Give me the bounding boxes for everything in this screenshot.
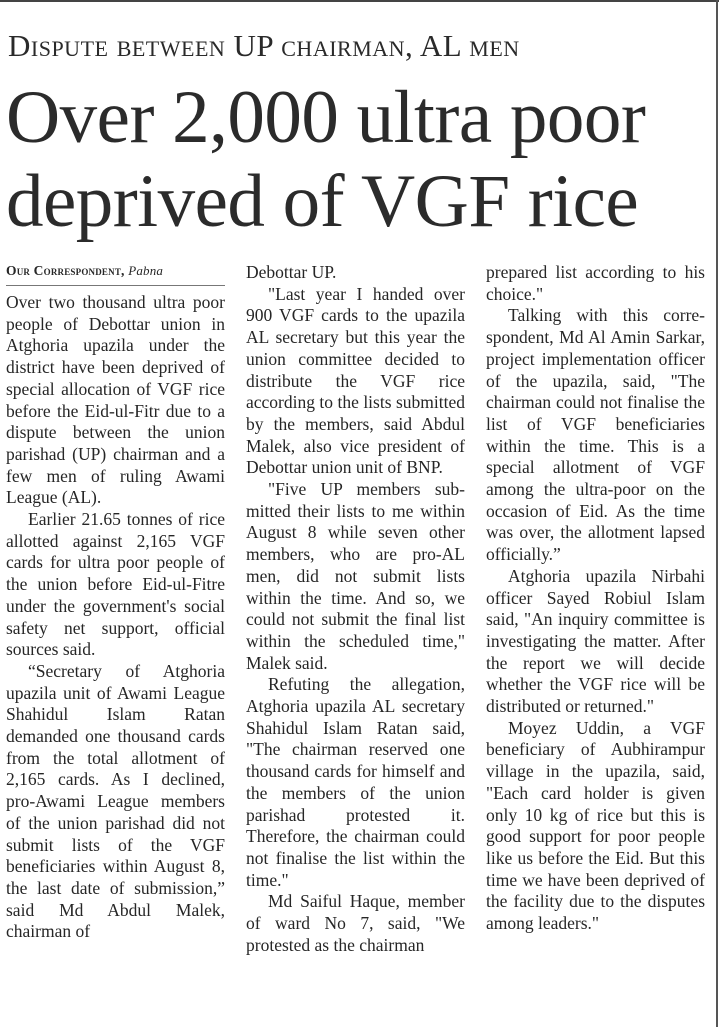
byline-author: Our Correspondent, [6,263,125,278]
main-headline: Over 2,000 ultra poor deprived of VGF rice [6,76,646,243]
article-column-2 [246,262,465,1027]
right-rule [716,0,718,1027]
paragraph: Md Saiful Haque, member of ward No 7, said, "We protested as the chairman [246,891,465,955]
article-column-3 [486,262,705,1027]
paragraph: "Last year I handed over 900 VGF cards to the upazila AL secretary but this year the union committee decided to distribute the VGF rice according to the lists submitted by the members, said Abdul Malek, also vice president of Debottar union unit of BNP. [246,283,465,478]
paragraph: Moyez Uddin, a VGF beneficiary of Aubhirampur village in the upazila, said, "Each card holder is given only 10 kg of rice but this is good support for poor people like us before the Eid. But this time we have been deprived of the facility due to the disputes among leaders." [486,717,705,934]
byline-location: Pabna [128,263,164,278]
paragraph: “Secretary of Atghoria upazila unit of Awami League Shahidul Islam Ratan demanded one thousand cards from the total allotment of 2,165 cards. As I declined, pro-Awami League members of the union parishad did not submit lists of the VGF beneficiaries within August 8, the last date of submission,” said Md Abdul Malek, chairman of [6,660,225,942]
paragraph: Talking with this correspondent, Md Al Amin Sarkar, project implementation officer of the upazila, said, "The chairman could not finalise the list of VGF beneficiaries within the time. This is a special allotment of VGF among the ultra-poor on the occasion of Eid. As the time was over, the allotment lapsed officially.” [486,305,705,565]
byline [6,262,225,286]
paragraph: Over two thousand ultra poor people of Debottar union in Atghoria upazila under the district have been deprived of special allocation of VGF rice before the Eid-ul-Fitr due to a dispute between the union parishad (UP) chairman and a few men of ruling Awami League (AL). [6,292,225,508]
article-column-1 [6,262,225,1027]
paragraph: prepared list according to his choice." [486,262,705,304]
paragraph: Atghoria upazila Nirbahi officer Sayed Robiul Islam said, "An inquiry committee is investigating the matter. After the report we will decide whether the VGF rice will be distributed or returned." [486,565,705,717]
paragraph: Refuting the allegation, Atghoria upazila AL secretary Shahidul Islam Ratan said, "The chairman reserved one thousand cards for himself and the members of the union parishad protested it. Therefore, the chairman could not finalise the list within the time." [246,674,465,890]
kicker-headline: Dispute between UP chairman, AL men [8,28,520,63]
top-rule [0,0,719,2]
paragraph: Earlier 21.65 tonnes of rice allotted against 2,165 VGF cards for ultra poor people of the union before Eid-ul-Fitre under the government's social safety net support, official sources said. [6,509,225,660]
paragraph: "Five UP members submitted their lists to me within August 8 while seven other members, who are pro-AL men, did not submit lists within the time. And so, we could not submit the final list within the scheduled time," Malek said. [246,479,465,673]
paragraph: Debottar UP. [246,262,337,282]
